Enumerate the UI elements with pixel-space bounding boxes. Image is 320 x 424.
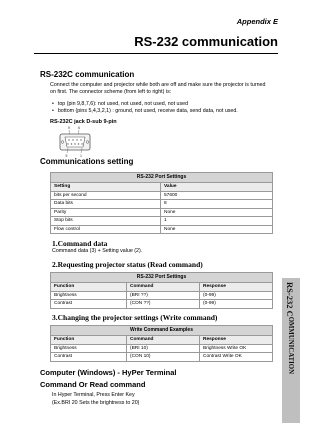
- col-header-setting: Setting: [51, 183, 161, 192]
- table-cell: 8: [161, 200, 273, 209]
- col-header-function: Function: [51, 336, 127, 345]
- table-cell: Flow control: [51, 225, 161, 234]
- pin-label-5: 5: [65, 154, 68, 158]
- pin-bullet-top: • top (pin 9,8,7,6): not used, not used, not used, not used: [52, 101, 238, 108]
- table-cell: 57600: [161, 191, 273, 200]
- table-cell: bits per second: [51, 191, 161, 200]
- table-cell: Brightness: [51, 344, 127, 353]
- title-rule: [34, 53, 278, 54]
- table-row: [51, 300, 273, 309]
- pin-label-1: 1: [80, 154, 82, 158]
- col-header-value: Value: [161, 183, 273, 192]
- pin-label-6: 6: [78, 126, 80, 130]
- read-command-table: [50, 272, 273, 309]
- read-table-caption: RS-232 Port Settings: [50, 272, 273, 282]
- table-row: [51, 291, 273, 300]
- table-cell: (CON ??): [127, 300, 200, 309]
- table-row: [51, 344, 273, 353]
- connection-paragraph: Connect the computer and projector while both are off and make sure the projector is turned on first. The connector scheme (from left to right) is:: [50, 82, 266, 95]
- table-cell: Data bits: [51, 200, 161, 209]
- jack-label: RS-232C jack D-sub 9-pin: [50, 119, 117, 125]
- terminal-example: (Ex.BRI 20 Sets the brightness to 20): [52, 400, 140, 406]
- table-row: [51, 217, 273, 226]
- table-row: [51, 191, 273, 200]
- terminal-instruction: In Hyper Terminal, Press Enter Key: [52, 392, 135, 398]
- side-chapter-tab: [282, 278, 300, 423]
- read-command-heading: 2.Requesting projector status (Read command): [52, 260, 203, 269]
- page-title: RS-232 communication: [134, 34, 278, 49]
- table-cell: Contrast: [51, 300, 127, 309]
- write-command-table: [50, 325, 273, 362]
- side-tab-label: [285, 282, 295, 374]
- table-cell: Brightness Write OK: [200, 344, 273, 353]
- col-header-response: Response: [200, 336, 273, 345]
- table-cell: None: [161, 225, 273, 234]
- terminal-heading: Computer (Windows) - HyPer Terminal: [40, 368, 177, 377]
- col-header-command: Command: [127, 283, 200, 292]
- table-row: [51, 353, 273, 362]
- pin-bullet-bottom: • bottom (pins 5,4,3,2,1) : ground, not used, receive data, send data, not used.: [52, 108, 238, 115]
- col-header-response: Response: [200, 283, 273, 292]
- table-cell: Parity: [51, 208, 161, 217]
- table-cell: Contrast: [51, 353, 127, 362]
- write-command-heading: 3.Changing the projector settings (Write command): [52, 313, 218, 322]
- port-settings-table: [50, 172, 273, 234]
- table-cell: (BRI 10): [127, 344, 200, 353]
- side-tab-label-main: RS-232 C: [285, 282, 295, 317]
- section-heading-rs232c: RS-232C communication: [40, 70, 135, 79]
- table-cell: (CON 10): [127, 353, 200, 362]
- table-cell: Contrast Write OK: [200, 353, 273, 362]
- write-table-caption: Write Command Examples: [50, 325, 273, 335]
- read-command-subheading: Command Or Read command: [40, 380, 146, 389]
- table-row: [51, 225, 273, 234]
- port-table-caption: RS-232 Port Settings: [50, 172, 273, 182]
- col-header-function: Function: [51, 283, 127, 292]
- table-cell: Brightness: [51, 291, 127, 300]
- table-cell: (0-99): [200, 291, 273, 300]
- table-row: [51, 200, 273, 209]
- pin-bullet-list: [52, 101, 238, 115]
- appendix-label: Appendix E: [236, 17, 278, 26]
- pin-label-9: 9: [68, 126, 70, 130]
- command-data-text: Command data (3) + Setting value (2).: [52, 248, 143, 254]
- table-cell: Stop bits: [51, 217, 161, 226]
- col-header-command: Command: [127, 336, 200, 345]
- table-cell: 1: [161, 217, 273, 226]
- dsub-connector-diagram: [57, 124, 97, 158]
- table-cell: (BRI ??): [127, 291, 200, 300]
- table-row: [51, 208, 273, 217]
- side-tab-label-smallcaps: OMMUNICATION: [287, 316, 294, 374]
- command-data-heading: 1.Command data: [52, 239, 108, 248]
- table-cell: (0-99): [200, 300, 273, 309]
- section-heading-comm-settings: Communications setting: [40, 157, 134, 166]
- table-cell: None: [161, 208, 273, 217]
